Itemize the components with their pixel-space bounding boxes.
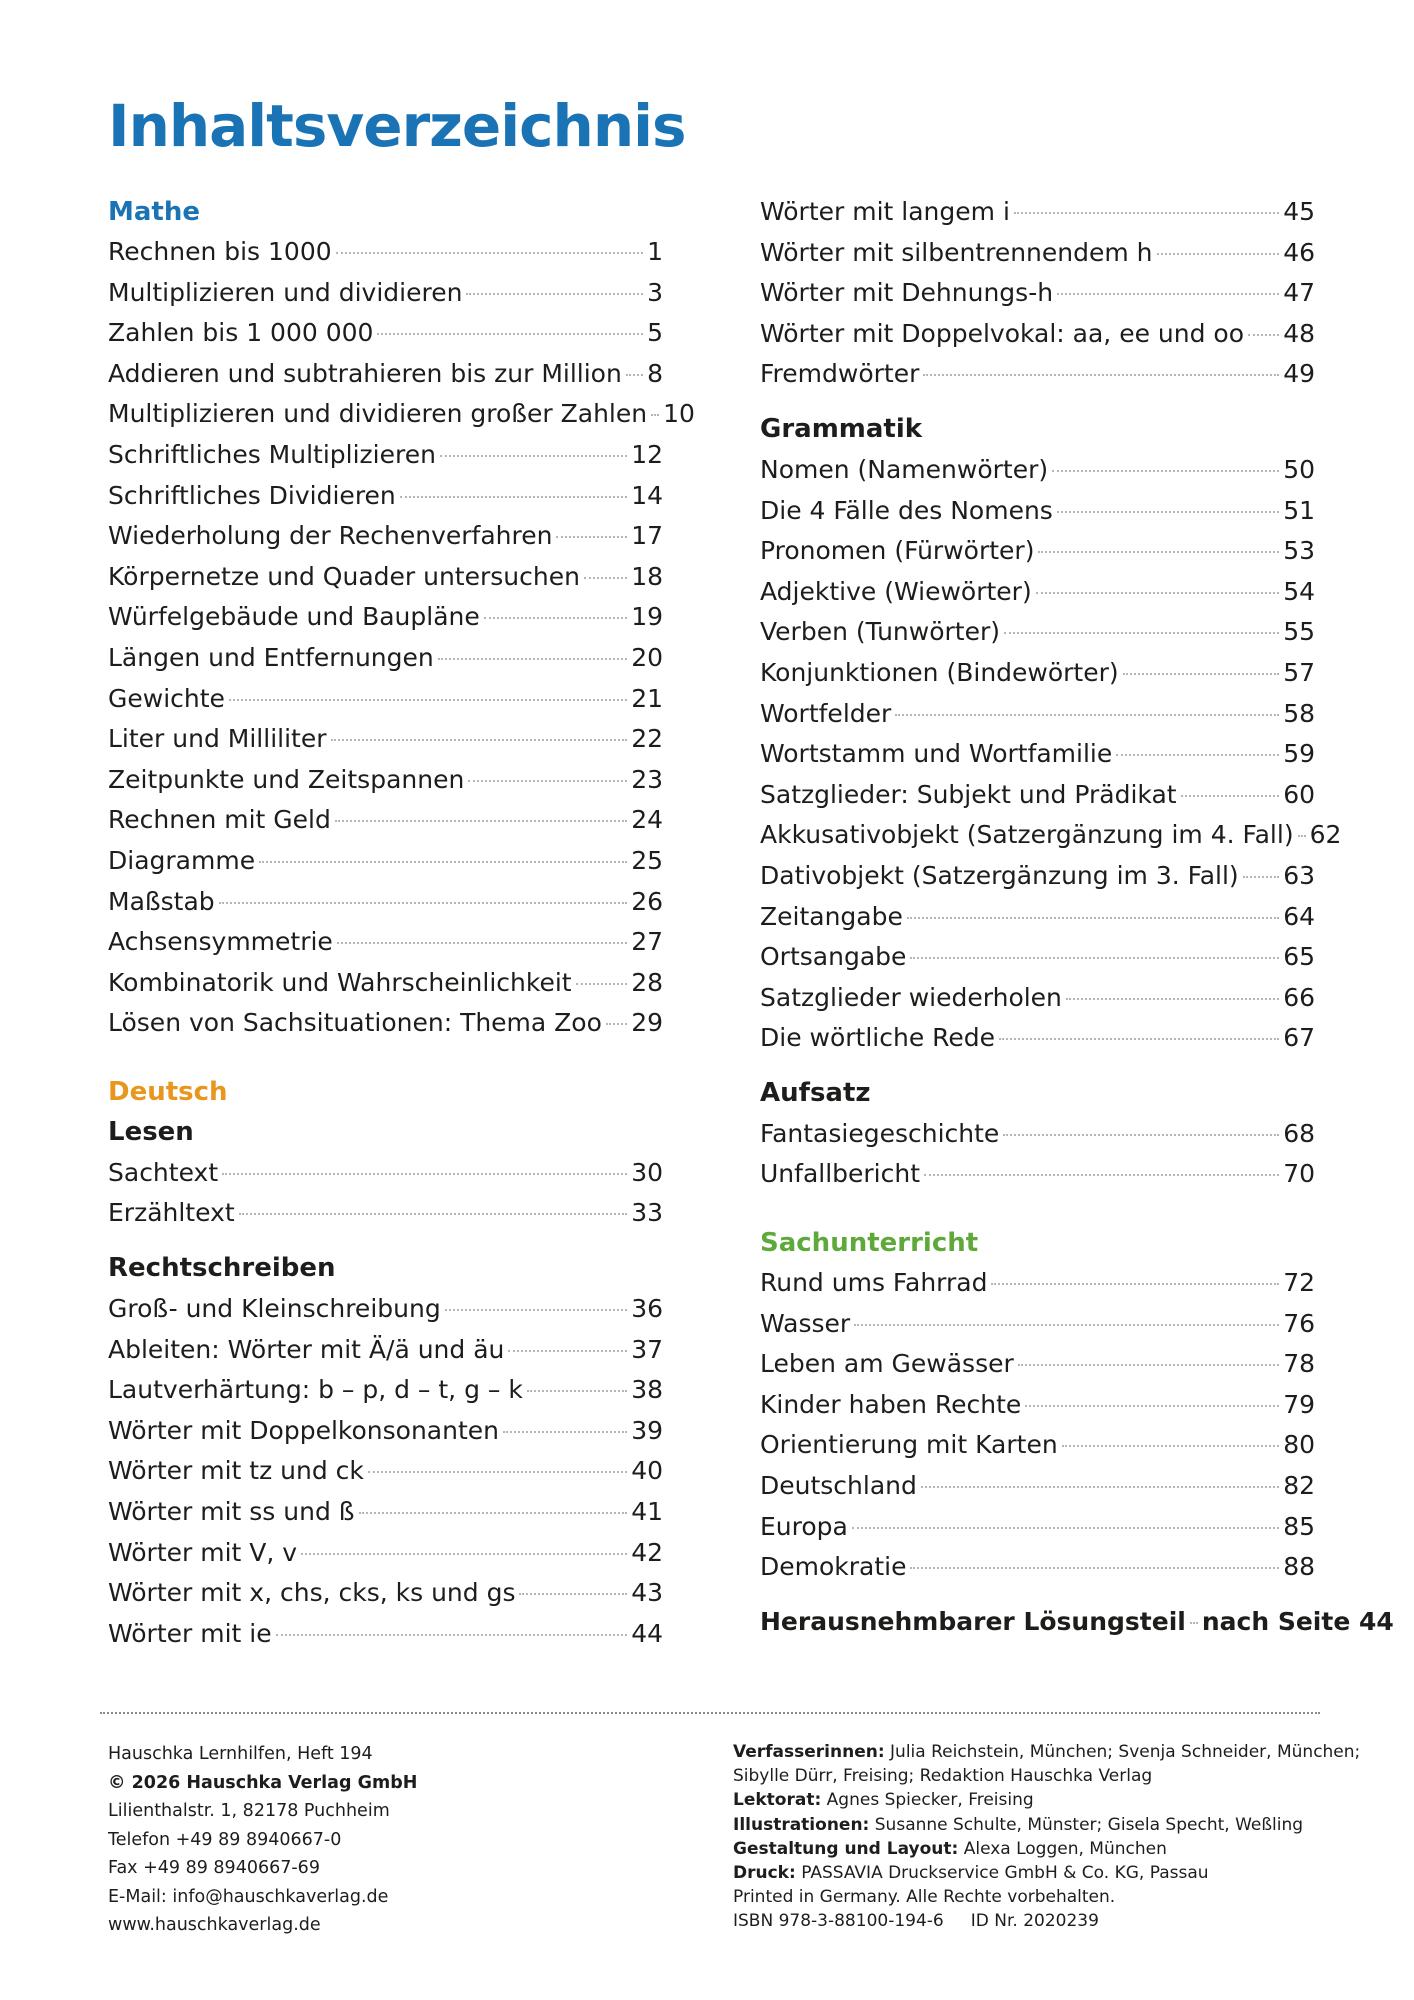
toc-entry-label: Schriftliches Dividieren [108,480,396,510]
dot-leader [556,536,627,538]
toc-entry[interactable] [108,1492,663,1533]
toc-entry-label: Wortstamm und Wortfamilie [760,739,1113,769]
dot-leader [1066,998,1279,1000]
toc-entry[interactable] [760,1114,1315,1155]
toc-entry[interactable] [760,1385,1315,1426]
dot-leader [1190,1622,1198,1624]
toc-entry-page: nach Seite 44 [1201,1606,1394,1636]
toc-entry-label: Europa [760,1511,848,1541]
dot-leader [337,942,627,944]
toc-entry[interactable] [108,760,663,801]
subheading-lesen: Lesen [108,1116,194,1147]
dot-leader [1062,1445,1280,1447]
section-heading-sachunterricht: Sachunterricht [760,1228,979,1259]
toc-entry[interactable] [108,1193,663,1234]
toc-entry-page: 8 [647,358,663,388]
imprint-isbn-line [733,1909,1333,1933]
toc-entry-page: 23 [631,764,663,794]
toc-entry[interactable] [108,597,663,638]
dot-leader [276,1634,628,1636]
dot-leader [1243,876,1280,878]
dot-leader [924,1174,1279,1176]
toc-entry-page: 70 [1283,1159,1315,1189]
toc-entry-label: Ableiten: Wörter mit Ä/ä und äu [108,1334,505,1364]
dot-leader [466,293,643,295]
toc-entry-label: Wörter mit V, v [108,1537,298,1567]
toc-entry-label: Kombinatorik und Wahrscheinlichkeit [108,967,572,997]
toc-entry-page: 26 [631,886,663,916]
toc-entry-label: Wasser [760,1308,851,1338]
dot-leader [584,577,627,579]
imprint-print-label: Druck: [733,1863,796,1884]
toc-entry[interactable] [760,1466,1315,1507]
dot-leader [1157,253,1280,255]
imprint-layout-value: Alexa Loggen, München [963,1838,1167,1859]
dot-leader [259,861,627,863]
imprint-right [733,1740,1361,1934]
imprint-authors-line1 [733,1740,1361,1764]
dot-leader [503,1431,627,1433]
toc-entry-label: Zeitangabe [760,901,903,931]
dot-leader [1116,754,1279,756]
dot-leader [1025,1405,1279,1407]
imprint-authors-label: Verfasserinnen: [733,1742,885,1762]
toc-entry-page: 82 [1283,1471,1315,1501]
toc-entry-page: 76 [1283,1308,1315,1338]
toc-entry[interactable] [108,1573,663,1614]
toc-entry[interactable] [108,354,663,395]
toc-entry-page: 20 [631,642,663,672]
subheading-rechtschreiben: Rechtschreiben [108,1253,336,1284]
toc-entry[interactable] [108,394,695,435]
toc-entry-label: Wörter mit Dehnungs-h [760,278,1054,308]
toc-entry-page: 51 [1283,495,1315,525]
toc-entry-page: 53 [1283,536,1315,566]
toc-entry-label: Würfelgebäude und Baupläne [108,602,480,632]
dot-leader [1123,673,1280,675]
toc-entry-label: Zahlen bis 1 000 000 [108,318,374,348]
toc-entry[interactable] [108,273,663,314]
toc-entry-page: 3 [647,277,663,307]
dot-leader [1038,551,1279,553]
imprint-fax: Fax +49 89 8940667-69 [108,1858,320,1878]
toc-entry[interactable] [760,815,1342,856]
toc-entry-page: 36 [631,1294,663,1324]
toc-entry-page: 14 [631,480,663,510]
toc-entry-label: Fantasiegeschichte [760,1118,1000,1148]
page-title: Inhaltsverzeichnis [108,92,686,160]
imprint-left [108,1740,628,1940]
dot-leader [1014,212,1279,214]
toc-entry-page: 21 [631,683,663,713]
toc-entry-page: 29 [631,1008,663,1038]
dot-leader [239,1213,628,1215]
toc-entry-label: Wörter mit silbentrennendem h [760,237,1153,267]
toc-entry[interactable] [760,491,1315,532]
toc-entry-page: 85 [1283,1511,1315,1541]
toc-entry-page: 59 [1283,739,1315,769]
toc-entry-page: 66 [1283,982,1315,1012]
toc-list-sachunterricht [760,1263,1315,1588]
toc-entry[interactable] [108,841,663,882]
toc-entry-label: Rechnen mit Geld [108,805,331,835]
toc-entry-page: 72 [1283,1268,1315,1298]
toc-entry-page: 67 [1283,1023,1315,1053]
toc-entry-label: Unfallbericht [760,1159,921,1189]
toc-entry-page: 25 [631,845,663,875]
toc-entry-label: Sachtext [108,1157,219,1187]
dot-leader [1036,592,1279,594]
toc-entry[interactable] [760,734,1315,775]
toc-entry-page: 39 [631,1415,663,1445]
toc-entry-label: Achsensymmetrie [108,927,333,957]
imprint-website[interactable]: www.hauschkaverlag.de [108,1915,321,1935]
toc-entry-label: Rechnen bis 1000 [108,237,332,266]
toc-entry-page: 17 [631,521,663,551]
toc-entry[interactable] [760,612,1315,653]
dot-leader [1057,511,1279,513]
dot-leader [910,957,1279,959]
toc-entry-label: Wiederholung der Rechenverfahren [108,521,553,551]
toc-entry[interactable] [760,1344,1315,1385]
toc-entry-label: Die 4 Fälle des Nomens [760,495,1053,525]
toc-entry-label: Groß- und Kleinschreibung [108,1294,441,1324]
toc-entry[interactable] [108,557,663,598]
toc-entry-page: 38 [631,1375,663,1405]
dot-leader [991,1283,1279,1285]
toc-entry[interactable] [760,856,1315,897]
toc-entry-page: 30 [631,1157,663,1187]
toc-entry[interactable] [760,1263,1315,1304]
dot-leader [1298,835,1306,837]
toc-entry-page: 46 [1283,237,1315,267]
imprint-printed-in: Printed in Germany. Alle Rechte vorbehalten. [733,1887,1116,1908]
toc-entry-label: Satzglieder wiederholen [760,982,1062,1012]
dot-leader [1052,470,1279,472]
dot-leader [400,496,627,498]
toc-entry[interactable] [108,1370,663,1411]
imprint-editing [733,1788,1333,1812]
dot-leader [335,820,627,822]
dot-leader [519,1593,627,1595]
dot-leader [606,1023,627,1025]
toc-entry-label: Herausnehmbarer Lösungsteil [760,1606,1186,1636]
toc-entry[interactable] [108,476,663,517]
toc-entry-page: 5 [647,318,663,348]
dot-leader [331,739,628,741]
toc-entry[interactable] [108,1289,663,1330]
toc-entry-label: Liter und Milliliter [108,724,327,754]
toc-entry-page: 49 [1283,359,1315,389]
toc-entry[interactable] [108,1330,663,1371]
toc-entry[interactable] [760,1547,1315,1588]
toc-entry-page: 58 [1283,698,1315,728]
toc-entry-label: Rund ums Fahrrad [760,1268,988,1298]
toc-entry-page: 65 [1283,942,1315,972]
toc-list-rechtschreiben-continued [760,192,1315,395]
toc-entry-page: 63 [1283,860,1315,890]
dot-leader [468,780,627,782]
section-heading-deutsch: Deutsch [108,1076,228,1107]
toc-entry[interactable] [108,882,663,923]
toc-entry[interactable] [108,232,663,273]
toc-entry-label: Deutschland [760,1471,917,1501]
toc-entry-label: Nomen (Namenwörter) [760,454,1049,484]
dot-leader [527,1390,627,1392]
toc-entry-page: 88 [1283,1552,1315,1582]
dot-leader [359,1512,628,1514]
imprint-copyright: © 2026 Hauschka Verlag GmbH [108,1772,418,1793]
imprint-layout [733,1837,1333,1861]
toc-entry[interactable] [108,1153,663,1194]
toc-entry-label: Multiplizieren und dividieren [108,277,463,307]
toc-entry[interactable] [760,1507,1315,1548]
toc-entry[interactable] [108,922,663,963]
toc-entry[interactable] [108,719,663,760]
dot-leader [921,1486,1279,1488]
toc-entry[interactable] [108,516,663,557]
toc-entry-label: Lösen von Sachsituationen: Thema Zoo [108,1008,602,1038]
dot-leader [626,374,643,376]
toc-entry-label: Dativobjekt (Satzergänzung im 3. Fall) [760,860,1239,890]
toc-entry[interactable] [760,978,1315,1019]
dot-leader [1248,334,1279,336]
dot-leader [854,1324,1279,1326]
toc-entry-label: Wörter mit ie [108,1618,272,1648]
toc-entry-label: Leben am Gewässer [760,1349,1014,1379]
toc-entry-label: Kinder haben Rechte [760,1389,1022,1419]
toc-entry[interactable] [760,694,1315,735]
toc-entry-label: Addieren und subtrahieren bis zur Million [108,358,622,388]
toc-entry-page: 47 [1283,278,1315,308]
dot-leader [576,983,628,985]
subheading-grammatik: Grammatik [760,413,923,444]
toc-entry[interactable] [108,679,663,720]
toc-entry-page: 80 [1283,1430,1315,1460]
toc-entry[interactable] [108,435,663,476]
dot-leader [1004,632,1279,634]
toc-entry-page: 60 [1283,779,1315,809]
imprint-editing-label: Lektorat: [733,1790,822,1811]
toc-list-aufsatz [760,1114,1315,1195]
toc-entry-page: 79 [1283,1389,1315,1419]
dot-leader [438,658,627,660]
imprint-phone: Telefon +49 89 8940667-0 [108,1829,342,1850]
toc-entry-label: Die wörtliche Rede [760,1023,996,1053]
toc-entry-label: Orientierung mit Karten [760,1430,1058,1460]
imprint-illustrations-value: Susanne Schulte, Münster; Gisela Specht, Weßling [874,1814,1304,1835]
toc-entry-page: 48 [1283,318,1315,348]
toc-entry-label: Multiplizieren und dividieren großer Zahlen [108,399,648,429]
toc-entry[interactable] [760,775,1315,816]
imprint-address: Lilienthalstr. 1, 82178 Puchheim [108,1801,390,1821]
toc-entry[interactable] [108,1614,663,1655]
toc-entry-label: Akkusativobjekt (Satzergänzung im 4. Fall) [760,820,1294,850]
toc-entry[interactable] [760,653,1315,694]
imprint-id: ID Nr. 2020239 [970,1911,1099,1932]
dot-leader [910,1567,1279,1569]
toc-entry[interactable] [760,897,1315,938]
section-heading-mathe: Mathe [108,197,200,227]
toc-entry-label: Schriftliches Multiplizieren [108,439,436,469]
toc-entry-label: Adjektive (Wiewörter) [760,576,1032,606]
dot-leader [1181,795,1280,797]
toc-entry[interactable] [760,192,1315,233]
toc-entry[interactable] [760,233,1315,274]
dot-leader [508,1350,627,1352]
dot-leader [336,252,643,254]
toc-entry[interactable] [760,531,1315,572]
toc-entry-page: 1 [647,237,663,266]
dot-leader [852,1527,1279,1529]
toc-entry-label: Längen und Entfernungen [108,642,434,672]
toc-entry[interactable] [760,1018,1315,1059]
toc-entry-label: Verben (Tunwörter) [760,617,1001,647]
imprint-divider [100,1712,1320,1714]
dot-leader [377,333,643,335]
toc-entry[interactable] [108,1003,663,1044]
toc-entry-page: 45 [1283,197,1315,226]
toc-entry-label: Wörter mit Doppelkonsonanten [108,1415,499,1445]
toc-entry-label: Pronomen (Fürwörter) [760,536,1035,566]
imprint-illustrations [733,1813,1333,1837]
imprint-print [733,1861,1333,1885]
toc-entry[interactable] [760,314,1315,355]
toc-entry[interactable] [760,1304,1315,1345]
toc-entry-page: 68 [1283,1118,1315,1148]
toc-entry[interactable] [108,1451,663,1492]
dot-leader [484,617,627,619]
toc-entry-label: Konjunktionen (Bindewörter) [760,657,1119,687]
dot-leader [907,917,1279,919]
toc-entry-page: 37 [631,1334,663,1364]
toc-entry-page: 27 [631,927,663,957]
toc-entry-page: 64 [1283,901,1315,931]
toc-entry-label: Wörter mit ss und ß [108,1497,355,1527]
toc-entry[interactable] [760,937,1315,978]
toc-entry-page: 12 [631,439,663,469]
toc-entry-page: 57 [1283,657,1315,687]
toc-entry-page: 33 [631,1198,663,1228]
toc-entry-page: 19 [631,602,663,632]
toc-entry-page: 50 [1283,454,1315,484]
toc-entry[interactable] [760,572,1315,613]
imprint-authors-line2: Sibylle Dürr, Freising; Redaktion Hauschka Verlag [733,1766,1153,1787]
toc-entry-label: Wörter mit tz und ck [108,1456,364,1486]
toc-entry-label: Diagramme [108,845,256,875]
imprint-editing-value: Agnes Spiecker, Freising [826,1790,1034,1811]
toc-entry[interactable] [108,800,663,841]
toc-entry-label: Körpernetze und Quader untersuchen [108,561,580,591]
toc-entry-page: 54 [1283,576,1315,606]
toc-entry-label: Wortfelder [760,698,892,728]
toc-entry-page: 10 [663,399,695,429]
toc-entry[interactable] [760,1425,1315,1466]
dot-leader [1018,1364,1279,1366]
imprint-layout-label: Gestaltung und Layout: [733,1838,959,1859]
toc-entry[interactable] [760,354,1315,395]
dot-leader [445,1309,627,1311]
toc-entry-label: Erzähltext [108,1198,235,1228]
dot-leader [229,699,627,701]
dot-leader [923,374,1279,376]
toc-entry-label: Wörter mit langem i [760,197,1010,226]
toc-entry[interactable] [108,313,663,354]
imprint-authors: Julia Reichstein, München; Svenja Schneider, München; [890,1742,1361,1762]
toc-entry-loesungsteil[interactable] [760,1602,1394,1643]
dot-leader [368,1471,627,1473]
toc-list-rechtschreiben [108,1289,663,1654]
toc-list-mathe [108,232,695,1044]
toc-entry-page: 42 [631,1537,663,1567]
toc-entry-label: Wörter mit Doppelvokal: aa, ee und oo [760,318,1244,348]
imprint-series: Hauschka Lernhilfen, Heft 194 [108,1744,373,1764]
imprint-print-value: PASSAVIA Druckservice GmbH & Co. KG, Passau [801,1863,1209,1884]
toc-list-lesen [108,1153,663,1234]
toc-entry-label: Maßstab [108,886,215,916]
dot-leader [1003,1134,1279,1136]
toc-entry-label: Satzglieder: Subjekt und Prädikat [760,779,1177,809]
toc-entry-label: Demokratie [760,1552,907,1582]
toc-entry-page: 28 [631,967,663,997]
imprint-isbn: ISBN 978-3-88100-194-6 [733,1911,944,1932]
toc-right-column [760,192,1394,1642]
toc-entry-label: Gewichte [108,683,225,713]
toc-entry[interactable] [760,450,1315,491]
imprint-email[interactable]: E-Mail: info@hauschkaverlag.de [108,1886,389,1907]
subheading-aufsatz: Aufsatz [760,1077,871,1108]
dot-leader [651,414,659,416]
toc-entry-page: 62 [1309,820,1342,850]
toc-entry-label: Fremdwörter [760,359,920,389]
toc-left-column [108,192,695,1654]
toc-entry[interactable] [108,1533,663,1574]
imprint-illustrations-label: Illustrationen: [733,1814,870,1835]
dot-leader [219,902,628,904]
dot-leader [1057,293,1279,295]
toc-entry[interactable] [760,273,1315,314]
dot-leader [440,455,627,457]
toc-entry-label: Lautverhärtung: b – p, d – t, g – k [108,1375,523,1405]
toc-entry-page: 22 [631,724,663,754]
toc-entry[interactable] [760,1154,1315,1195]
dot-leader [301,1553,627,1555]
toc-entry-page: 40 [631,1456,663,1486]
dot-leader [999,1038,1279,1040]
toc-entry[interactable] [108,638,663,679]
toc-entry[interactable] [108,1411,663,1452]
toc-entry-page: 43 [631,1578,663,1608]
toc-list-grammatik [760,450,1342,1059]
dot-leader [895,714,1279,716]
toc-entry-page: 24 [631,805,663,835]
toc-entry-page: 44 [631,1618,663,1648]
toc-entry-page: 18 [631,561,663,591]
toc-entry-label: Wörter mit x, chs, cks, ks und gs [108,1578,516,1608]
toc-entry-page: 41 [631,1497,663,1527]
toc-entry-label: Zeitpunkte und Zeitspannen [108,764,465,794]
toc-entry-label: Ortsangabe [760,942,907,972]
toc-entry-page: 78 [1283,1349,1315,1379]
toc-entry[interactable] [108,963,663,1004]
toc-entry-page: 55 [1283,617,1315,647]
dot-leader [222,1173,627,1175]
